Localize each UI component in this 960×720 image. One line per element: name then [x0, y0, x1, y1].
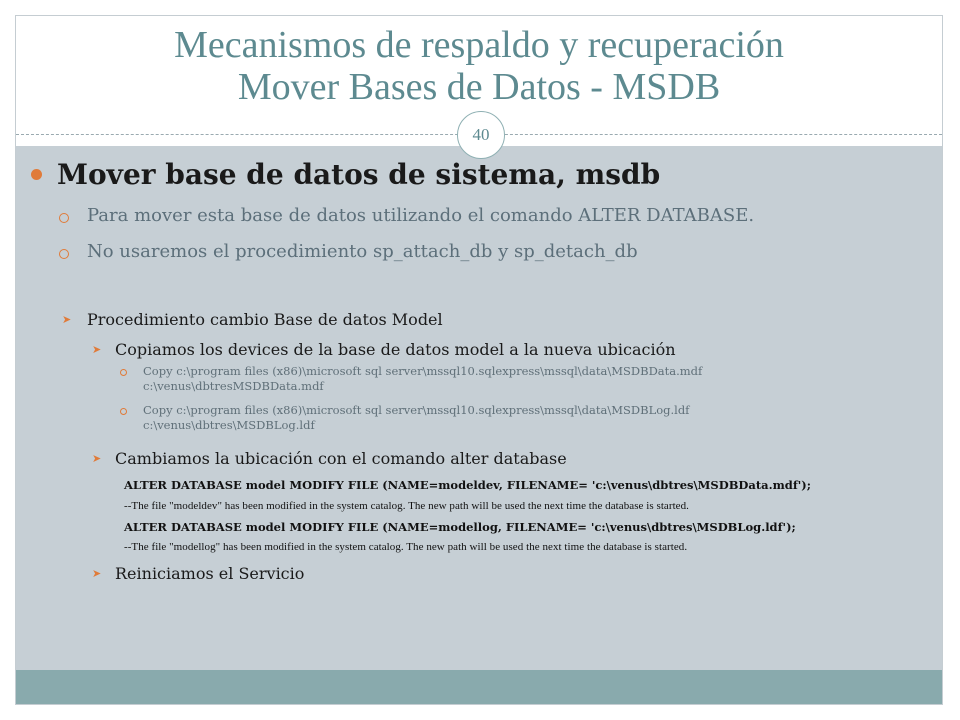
arrowhead-bullet-icon: ➤ [92, 343, 102, 356]
title-line-1: Mecanismos de respaldo y recuperación [174, 24, 784, 66]
procedure-title: Procedimiento cambio Base de datos Model [87, 310, 443, 329]
page-number-badge: 40 [457, 111, 505, 159]
small-ring-bullet-icon [120, 369, 127, 376]
sql-line-2: ALTER DATABASE model MODIFY FILE (NAME=modellog, FILENAME= 'c:\venus\dbtres\MSDBLog.ldf'); [124, 520, 796, 534]
sql-comment-1: --The file "modeldev" has been modified in the system catalog. The new path will be used the next time the database is started. [124, 500, 689, 512]
restart-step: Reiniciamos el Servicio [115, 564, 305, 583]
sub-item-2: No usaremos el procedimiento sp_attach_db y sp_detach_db [87, 241, 638, 262]
title-line-2: Mover Bases de Datos - MSDB [237, 66, 721, 108]
arrowhead-bullet-icon: ➤ [62, 313, 72, 326]
small-ring-bullet-icon [120, 408, 127, 415]
sub-item-1: Para mover esta base de datos utilizando el comando ALTER DATABASE. [87, 205, 755, 226]
content-heading: Mover base de datos de sistema, msdb [57, 158, 661, 191]
copy-step: Copiamos los devices de la base de datos model a la nueva ubicación [115, 340, 676, 359]
footer-bar [16, 670, 942, 704]
slide-title [16, 24, 942, 108]
arrowhead-bullet-icon: ➤ [92, 567, 102, 580]
hollow-circle-bullet-icon [59, 213, 69, 223]
copy-command-2: Copy c:\program files (x86)\microsoft sql server\mssql10.sqlexpress\mssql\data\MSDBLog.ldf c:\venus\dbtres\MSDBLog.ldf [143, 403, 690, 432]
arrowhead-bullet-icon: ➤ [92, 452, 102, 465]
sql-comment-2: --The file "modellog" has been modified in the system catalog. The new path will be used the next time the database is started. [124, 541, 688, 553]
filled-circle-bullet-icon [31, 169, 42, 180]
hollow-circle-bullet-icon [59, 249, 69, 259]
sql-line-1: ALTER DATABASE model MODIFY FILE (NAME=modeldev, FILENAME= 'c:\venus\dbtres\MSDBData.mdf'); [124, 478, 811, 492]
copy-command-1: Copy c:\program files (x86)\microsoft sql server\mssql10.sqlexpress\mssql\data\MSDBData.mdf c:\venus\dbtresMSDBData.mdf [143, 364, 703, 393]
alter-step: Cambiamos la ubicación con el comando alter database [115, 449, 567, 468]
